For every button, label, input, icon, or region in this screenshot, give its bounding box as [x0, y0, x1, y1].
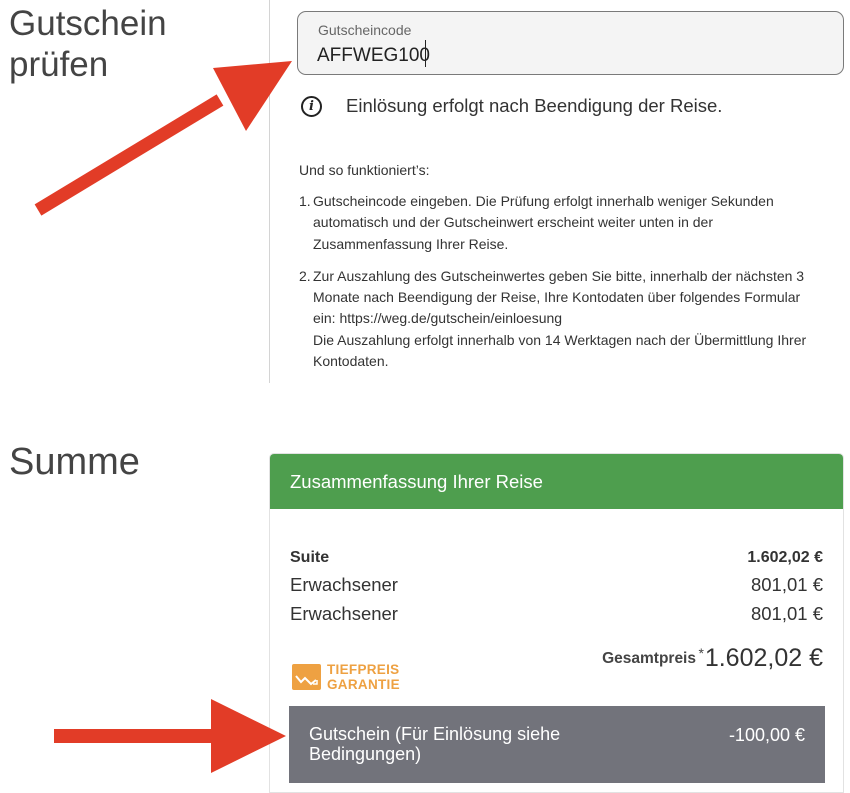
howto-intro: Und so funktioniert’s:: [299, 162, 430, 178]
total-price-label: Gesamtpreis: [602, 650, 696, 667]
summary-row-label: Suite: [290, 549, 330, 566]
info-circle-icon: i: [301, 96, 322, 117]
red-arrow-top: [38, 61, 292, 210]
step-text-line: Monate nach Beendigung der Reise, Ihre Kontodaten über folgendes Formular: [313, 289, 801, 306]
step-text-line: automatisch und der Gutscheinwert erscheint weiter unten in der: [313, 214, 713, 231]
badge-line1: TIEFPREIS: [327, 662, 400, 677]
step-text-line: Die Auszahlung erfolgt innerhalb von 14 Werktagen nach der Übermittlung Ihrer: [313, 331, 807, 348]
step-text-line: ein: https://weg.de/gutschein/einloesung: [313, 310, 563, 327]
step-text-line: Zusammenfassung Ihrer Reise.: [313, 235, 509, 252]
voucher-heading-line2: prüfen: [9, 45, 109, 84]
voucher-discount-label: Gutschein (Für Einlösung siehe Bedingungen): [309, 724, 561, 764]
total-price-value: 1.602,02 €: [704, 644, 823, 672]
total-price-asterisk: *: [698, 645, 704, 661]
red-arrow-bottom: [54, 699, 286, 773]
summary-row-label: Erwachsener: [290, 574, 398, 595]
voucher-heading-line1: Gutschein: [9, 4, 167, 43]
step-text-line: Kontodaten.: [313, 353, 389, 370]
summary-row-value: 801,01 €: [750, 603, 823, 624]
step-text-line: Zur Auszahlung des Gutscheinwertes geben Sie bitte, innerhalb der nächsten 3: [313, 267, 805, 284]
summary-row-value: 1.602,02 €: [747, 549, 823, 566]
summary-section-heading: Summe: [9, 441, 140, 483]
step-number: 2.: [299, 267, 311, 284]
redemption-info-text: Einlösung erfolgt nach Beendigung der Reise.: [346, 95, 723, 116]
voucher-code-label: Gutscheincode: [318, 22, 412, 38]
step-text-line: Gutscheincode eingeben. Die Prüfung erfolgt innerhalb weniger Sekunden: [313, 193, 774, 209]
summary-row-label: Erwachsener: [290, 603, 398, 624]
step-number: 1.: [299, 193, 311, 209]
badge-line2: GARANTIE: [327, 677, 400, 692]
summary-row-value: 801,01 €: [750, 574, 823, 595]
summary-card-title: Zusammenfassung Ihrer Reise: [270, 454, 843, 509]
voucher-discount-value: -100,00 €: [728, 725, 805, 745]
